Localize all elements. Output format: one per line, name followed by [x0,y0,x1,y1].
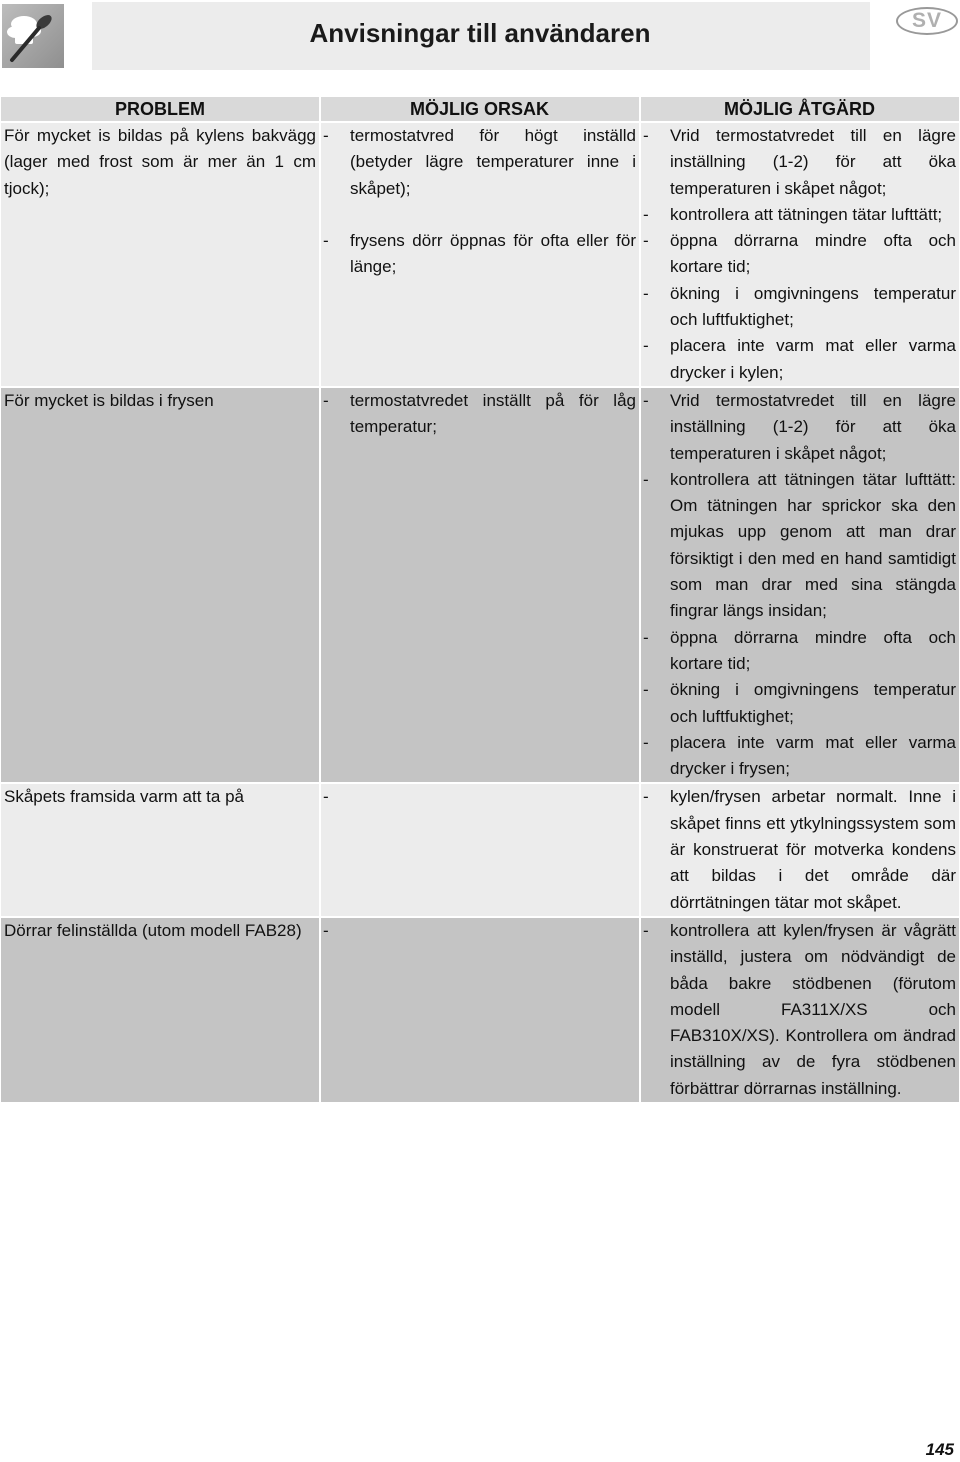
action-cell [641,388,959,782]
header-possible-cause: MÖJLIG ORSAK [321,97,639,121]
cause-cell [321,388,639,782]
title-bar [92,2,870,70]
table-header-row [1,97,959,121]
cause-item-text: termostatvredet inställt på för låg temperatur; [350,390,636,437]
problem-cell [1,784,319,915]
cause-item-text [350,784,636,810]
action-item [643,123,956,202]
bullet-dash: - [643,920,649,940]
cause-item [323,123,636,202]
action-item [643,677,956,730]
problem-text: För mycket is bildas i frysen [4,390,214,410]
problem-text: För mycket is bildas på kylens bakvägg (lager med frost som är mer än 1 cm tjock); [4,126,316,198]
bullet-dash: - [643,283,649,303]
action-item-text: kontrollera att tätningen tätar lufttätt: Om tätningen har sprickor ska den mjukas upp genom att man drar försiktigt i den med en hand samtidigt som man drar med sina stängda fingrar längs insidan; [670,469,956,621]
action-cell [641,123,959,386]
action-item [643,918,956,1102]
action-item [643,388,956,467]
action-item [643,730,956,783]
cause-item-text: frysens dörr öppnas för ofta eller för länge; [350,231,636,277]
cause-cell [321,123,639,386]
action-item [643,281,956,334]
language-badge: SV [896,7,958,35]
action-item [643,228,956,281]
bullet-dash: - [643,231,649,251]
bullet-dash: - [643,787,649,807]
cause-item [323,784,636,810]
bullet-dash: - [643,732,649,752]
bullet-dash: - [323,920,329,940]
bullet-dash: - [323,390,329,410]
action-cell [641,918,959,1102]
action-item-text: öppna dörrarna mindre ofta och kortare tid; [670,231,956,277]
action-item [643,625,956,678]
table-row [1,123,959,386]
action-item-text: Vrid termostatvredet till en lägre inställning (1-2) för att öka temperaturen i skåpet något; [670,126,956,198]
cause-item [323,228,636,281]
cause-item-text: termostatvred för högt inställd (betyder lägre temperaturer inne i skåpet); [350,126,636,198]
bullet-dash: - [643,204,649,224]
bullet-dash: - [643,390,649,410]
bullet-dash: - [323,787,329,807]
cause-cell [321,784,639,915]
bullet-dash: - [643,126,649,145]
header-possible-action: MÖJLIG ÅTGÄRD [641,97,959,121]
table-row [1,784,959,915]
problem-text: Skåpets framsida varm att ta på [4,787,244,807]
table-row [1,918,959,1102]
action-item-text: ökning i omgivningens temperatur och luftfuktighet; [670,680,956,726]
table-row [1,388,959,782]
action-item-text: kontrollera att tätningen tätar lufttätt; [670,204,943,224]
action-item-text: placera inte varm mat eller varma drycker i kylen; [670,336,956,382]
action-item-text: ökning i omgivningens temperatur och luftfuktighet; [670,283,956,330]
action-item-text: kylen/frysen arbetar normalt. Inne i skåpet finns ett ytkylningssystem som är konstruerat för motverka kondens att bildas i det område där dörrtätningen tätar mot skåpet. [670,787,956,912]
cause-item [323,918,636,944]
problem-text: Dörrar felinställda (utom modell FAB28) [4,920,302,940]
bullet-dash: - [323,126,329,145]
action-cell [641,784,959,915]
action-item-text: placera inte varm mat eller varma drycker i frysen; [670,732,956,779]
bullet-dash: - [643,680,649,700]
action-item-text: öppna dörrarna mindre ofta och kortare tid; [670,627,956,673]
action-item [643,333,956,386]
action-item [643,784,956,915]
bullet-dash: - [323,231,329,251]
problem-cell [1,123,319,386]
bullet-dash: - [643,336,649,356]
brand-logo [2,4,64,68]
cause-item-text [350,918,636,944]
problem-cell [1,388,319,782]
page-header [0,0,960,72]
bullet-dash: - [643,469,649,489]
action-item-text: kontrollera att kylen/frysen är vågrätt inställd, justera om nödvändigt de båda bakre stödbenen (förutom modell FA311X/XS och FAB310X/XS). Kontrollera om ändrad inställning av de fyra stödbenen förbättrar dörrarnas inställning. [670,920,956,1098]
action-item-text: Vrid termostatvredet till en lägre inställning (1-2) för att öka temperaturen i skåpet något; [670,390,956,463]
cause-cell [321,918,639,1102]
cause-item [323,388,636,441]
bullet-dash: - [643,627,649,647]
chef-spoon-icon [2,4,64,68]
problem-cell [1,918,319,1102]
page-number: 145 [925,1440,954,1459]
page-title: Anvisningar till användaren [309,18,651,48]
troubleshooting-table [1,97,959,1102]
header-problem: PROBLEM [1,97,319,121]
action-item [643,467,956,625]
action-item [643,202,956,228]
